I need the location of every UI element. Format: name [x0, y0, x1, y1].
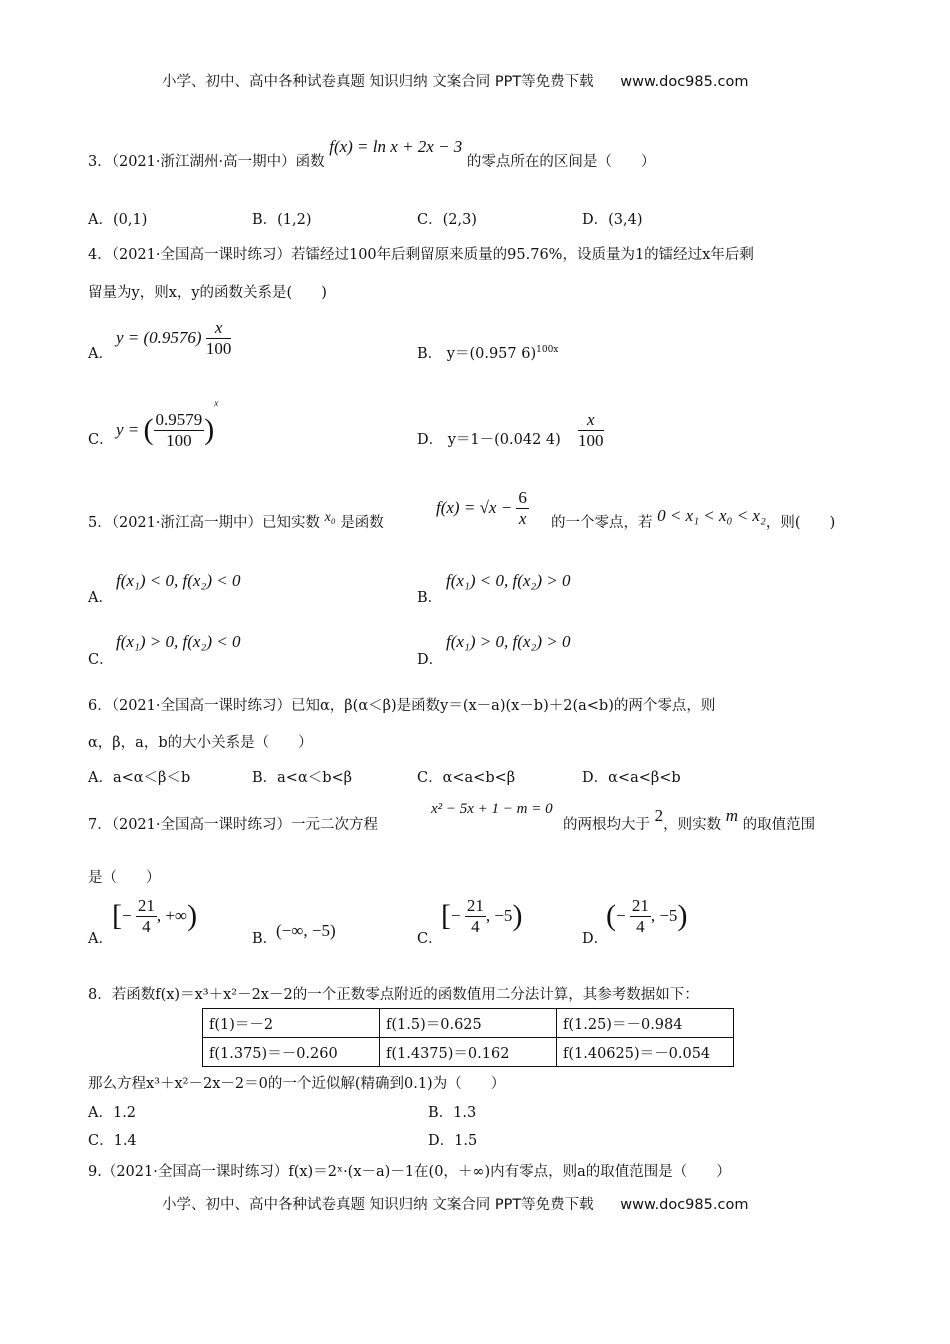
- q4-c-exp: x: [214, 398, 219, 408]
- q5-option-c-math: f(x₁) > 0, f(x₂) < 0: [116, 632, 241, 651]
- footer-text: 小学、初中、高中各种试卷真题 知识归纳 文案合同 PPT等免费下载: [162, 1197, 594, 1213]
- q5-option-c-label: C．: [88, 652, 114, 668]
- header-text: 小学、初中、高中各种试卷真题 知识归纳 文案合同 PPT等免费下载: [162, 74, 594, 90]
- q7-option-d-label: D．: [582, 931, 609, 947]
- q5-suffix: ，则( ): [765, 515, 836, 531]
- q5-mid: 是函数: [340, 515, 384, 531]
- q3-option-b: B．(1,2): [252, 212, 312, 228]
- q5-formula-lhs: f(x) = √x −: [436, 498, 513, 518]
- q5-option-a-math: f(x₁) < 0, f(x₂) < 0: [116, 571, 241, 590]
- q8-line1: 8．若函数f(x)＝x³＋x²－2x－2的一个正数零点附近的函数值用二分法计算，其参考数据如下：: [88, 987, 699, 1003]
- q6-option-d: D．α<a<β<b: [582, 770, 681, 786]
- q8-option-d: D．1.5: [428, 1133, 478, 1149]
- table-cell: f(1.375)＝－0.260: [203, 1038, 380, 1067]
- q4-a-den: 100: [205, 338, 232, 358]
- q7-option-b-label: B．: [252, 931, 278, 947]
- q9-line: 9.（2021·全国高一课时练习）f(x)＝2ˣ·(x－a)－1在(0，＋∞)内有零点，则a的取值范围是（ ）: [88, 1164, 731, 1180]
- q5-prefix: 5．（2021·浙江高一期中）已知实数: [88, 515, 320, 531]
- page-header: [162, 70, 748, 91]
- q7-rest: [563, 806, 816, 834]
- q4-option-d: [417, 428, 561, 449]
- table-cell: f(1)＝－2: [203, 1009, 380, 1038]
- q5-x0: x₀: [324, 510, 336, 525]
- q4-c-den: 100: [166, 430, 192, 450]
- table-row: [203, 1038, 734, 1067]
- q4-c-lhs: y =: [116, 420, 140, 440]
- q4-d-text: D． y＝1－(0.042 4): [417, 432, 561, 448]
- q7-option-b-math: (−∞, −5): [276, 921, 336, 940]
- question-5: [88, 511, 384, 532]
- header-url: www.doc985.com: [620, 74, 749, 90]
- q5-frac-num: 6: [518, 488, 527, 507]
- q8-option-b: B．1.3: [428, 1105, 477, 1121]
- q6-option-a: A．a<α＜β＜b: [88, 770, 191, 786]
- q3-formula: f(x) = ln x + 2x − 3: [329, 137, 463, 156]
- q7-m: m: [725, 806, 738, 825]
- q7-option-a-math: [− $\frac{21}{4}$ , +∞): [112, 896, 198, 936]
- q4-d-den: 100: [578, 430, 604, 450]
- q7-mid2: ，则实数: [663, 817, 722, 833]
- q5-rest: [551, 506, 836, 532]
- q5-condition: 0 < x₁ < x₀ < x₂: [657, 506, 766, 525]
- q4-option-c-formula: y = ( $\frac{0.9579}{100}$ )$^x$: [116, 398, 219, 450]
- q5-option-d-label: D．: [417, 652, 444, 668]
- q4-a-num: x: [206, 318, 232, 339]
- q8-data-table: [202, 1008, 734, 1067]
- q6-option-b: B．a<α＜b<β: [252, 770, 353, 786]
- q3-option-a: A．(0,1): [88, 212, 148, 228]
- q5-frac-den: x: [518, 508, 527, 528]
- table-cell: f(1.25)＝－0.984: [557, 1009, 734, 1038]
- q4-option-b: [417, 342, 558, 363]
- question-3: [88, 137, 656, 171]
- footer-url: www.doc985.com: [620, 1197, 749, 1213]
- q4-option-a-label: A．: [88, 346, 113, 362]
- q6-line1: 6．（2021·全国高一课时练习）已知α，β(α＜β)是函数y＝(x－a)(x－b)＋2(a<b)的两个零点，则: [88, 698, 716, 714]
- q7-line2: 是（ ）: [88, 870, 161, 886]
- q6-option-c: C．α<a<b<β: [417, 770, 516, 786]
- q6-line2: α，β，a，b的大小关系是（ ）: [88, 735, 313, 751]
- table-cell: f(1.40625)＝－0.054: [557, 1038, 734, 1067]
- q4-b-sup: 100x: [536, 345, 559, 356]
- q7-option-a-label: A．: [88, 931, 113, 947]
- q3-suffix: 的零点所在的区间是（ ）: [466, 154, 656, 170]
- q7-mid: 的两根均大于: [563, 817, 650, 833]
- table-cell: f(1.4375)＝0.162: [380, 1038, 557, 1067]
- q4-line2: 留量为y，则x，y的函数关系是( ): [88, 285, 327, 301]
- q4-c-num: 0.9579: [155, 410, 203, 430]
- q5-formula: [436, 488, 529, 528]
- table-row: [203, 1009, 734, 1038]
- q5-mid2: 的一个零点，若: [551, 515, 653, 531]
- q4-a-fraction: [206, 318, 232, 358]
- q4-option-a-formula: [116, 318, 231, 358]
- q7-option-c-label: C．: [417, 931, 443, 947]
- q4-line1: 4．（2021·全国高一课时练习）若镭经过100年后剩留原来质量的95.76%，设质量为1的镭经过x年后剩: [88, 247, 754, 263]
- q7-two: 2: [654, 806, 664, 825]
- table-cell: f(1.5)＝0.625: [380, 1009, 557, 1038]
- page-footer: [162, 1193, 748, 1214]
- q7-suffix: 的取值范围: [742, 817, 816, 833]
- q8-option-a: A．1.2: [88, 1105, 137, 1121]
- q5-option-d-math: f(x₁) > 0, f(x₂) > 0: [446, 632, 571, 651]
- q7-option-d-math: (− $\frac{21}{4}$ , −5): [606, 896, 688, 936]
- q4-b-text: B． y＝(0.957 6): [417, 346, 537, 362]
- q3-option-c: C．(2,3): [417, 212, 477, 228]
- q5-option-b-label: B．: [417, 590, 443, 606]
- q3-prefix: 3．（2021·浙江湖州·高一期中）函数: [88, 154, 325, 170]
- q4-d-num: x: [578, 410, 604, 431]
- q8-line2: 那么方程x³＋x²－2x－2＝0的一个近似解(精确到0.1)为（ ）: [88, 1076, 506, 1092]
- q4-d-fraction: [578, 410, 604, 450]
- q3-option-d: D．(3,4): [582, 212, 643, 228]
- q7-prefix: 7．（2021·全国高一课时练习）一元二次方程: [88, 817, 378, 833]
- q7-formula: x² − 5x + 1 − m = 0: [431, 801, 553, 817]
- q4-c-fraction: [154, 410, 205, 450]
- q5-option-b-math: f(x₁) < 0, f(x₂) > 0: [446, 571, 571, 590]
- q4-option-c-label: C．: [88, 432, 114, 448]
- q4-a-base: y = (0.9576): [116, 328, 202, 348]
- q7-option-c-math: [− $\frac{21}{4}$ , −5): [441, 896, 523, 936]
- q8-option-c: C．1.4: [88, 1133, 137, 1149]
- q5-option-a-label: A．: [88, 590, 113, 606]
